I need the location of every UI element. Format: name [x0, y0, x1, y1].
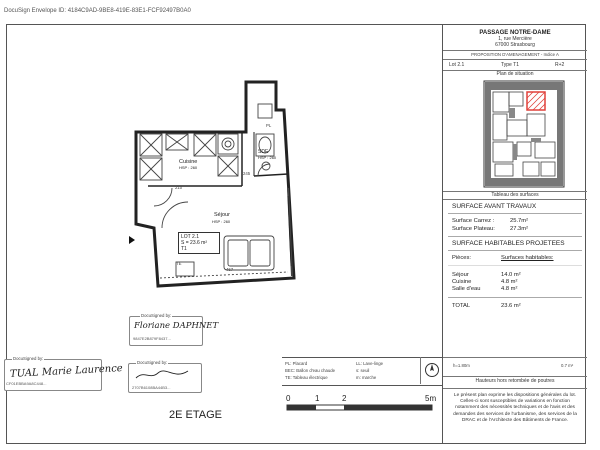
- sig3-hash: 2707B6108BA44B3...: [132, 385, 171, 390]
- room-sde-label: SDE: [258, 149, 269, 155]
- signature-3-scribble: [134, 368, 190, 382]
- room-cuisine-label: Cuisine: [179, 159, 198, 165]
- total-label: TOTAL: [452, 303, 471, 309]
- lot-level: R+2: [555, 62, 565, 68]
- sig3-label: DocuSigned by:: [137, 360, 168, 365]
- room-sde-hsp: HSP : 260: [258, 155, 277, 160]
- habitables-title: SURFACE HABITABLES PROJETEES: [452, 240, 565, 247]
- plan-de-situation-label: Plan de situation: [496, 71, 534, 77]
- dim-pl: PL: [266, 123, 272, 128]
- legend-s: s: seuil: [356, 368, 370, 373]
- lot-box-line-1: LOT 2.1: [181, 234, 199, 240]
- height-label: h=1.80m: [453, 363, 470, 368]
- dim-te: TE: [176, 261, 182, 266]
- disclaimer-text: Le présent plan exprime les dispositions générales du lot. Celles-ci sont susceptibles de variations en fonction notamment des nécessités techniques et de l'avis et des demandes des services de l'urbanisme, des services de la DRAC et de l'Architecte des Bâtiments de France.: [453, 393, 577, 423]
- legend-te: TE: Tableau électrique: [285, 375, 328, 380]
- surfaces-header: Surfaces habitables:: [501, 255, 554, 261]
- room-sejour-label: Séjour: [214, 212, 230, 218]
- tableau-title: Tableau des surfaces: [491, 192, 539, 198]
- row-sejour-surface: 14.0 m²: [501, 272, 521, 278]
- room-cuisine-hsp: HSP : 260: [179, 165, 198, 170]
- dim-467: 467: [226, 267, 234, 272]
- legend-m: m: marche: [356, 375, 377, 380]
- hauteurs-note: Hauteurs hors retombée de poutres: [475, 378, 555, 384]
- sig1-hash: 9847E2B879F8437...: [133, 336, 171, 341]
- project-name: PASSAGE NOTRE-DAME: [479, 30, 551, 36]
- envelope-id: DocuSign Envelope ID: 4184C9AD-9BE8-419E-83E1-FCF92497B0A0: [4, 8, 191, 14]
- sig2-name: TUAL Marie Laurence: [9, 363, 123, 380]
- lot-type: Type T1: [501, 62, 519, 68]
- plateau-value: 27.3m²: [510, 226, 529, 232]
- sig1-name: Floriane DAPHNET: [134, 321, 219, 331]
- legend-ll: LL: Lave-linge: [356, 361, 383, 366]
- legend-pl: PL: Placard: [285, 361, 308, 366]
- legend-bec: BEC: Ballon d'eau chaude: [285, 368, 336, 373]
- scale-bar: [286, 404, 442, 412]
- north-arrow-icon: [424, 362, 440, 378]
- dim-210: 210: [175, 185, 183, 190]
- address-line-1: 1, rue Mercière: [498, 36, 532, 42]
- total-value: 23.6 m²: [501, 303, 521, 309]
- title-block-panel: [442, 24, 586, 444]
- row-sde-piece: Salle d'eau: [452, 286, 481, 292]
- row-sejour-piece: Séjour: [452, 272, 469, 278]
- dim-245: 245: [243, 171, 251, 176]
- avant-travaux-title: SURFACE AVANT TRAVAUX: [452, 203, 537, 210]
- pieces-header: Pièces:: [452, 255, 472, 261]
- proposal-text: PROPOSITION D'AMENAGEMENT - Indice A: [471, 52, 559, 57]
- lot-box-line-3: T1: [181, 246, 187, 252]
- floor-title: 2E ETAGE: [169, 409, 222, 421]
- scale-tick-1: 1: [315, 394, 320, 403]
- situation-plan: [483, 80, 565, 188]
- scale-tick-2: 2: [342, 394, 347, 403]
- sig2-label: DocuSigned by:: [13, 356, 44, 361]
- row-cuisine-surface: 4.8 m²: [501, 279, 518, 285]
- scale-tick-5: 5m: [425, 394, 437, 403]
- row-sde-surface: 4.8 m²: [501, 286, 518, 292]
- lot-number: Lot 2.1: [449, 62, 465, 68]
- height-area: 0.7 m²: [561, 363, 574, 368]
- plateau-label: Surface Plateau:: [452, 226, 495, 232]
- carrez-value: 25.7m²: [510, 218, 529, 224]
- row-cuisine-piece: Cuisine: [452, 279, 472, 285]
- carrez-label: Surface Carrez :: [452, 218, 495, 224]
- scale-tick-0: 0: [286, 394, 291, 403]
- entrance-arrow-icon: [128, 235, 136, 245]
- room-sejour-hsp: HSP : 260: [212, 219, 231, 224]
- address-line-2: 67000 Strasbourg: [495, 42, 535, 48]
- floor-plan: [118, 76, 318, 296]
- sig1-label: DocuSigned by:: [141, 313, 172, 318]
- lot-box-line-2: S = 23.6 m²: [181, 240, 207, 246]
- sig2-hash: CF01EBBA9A8C448...: [6, 381, 47, 386]
